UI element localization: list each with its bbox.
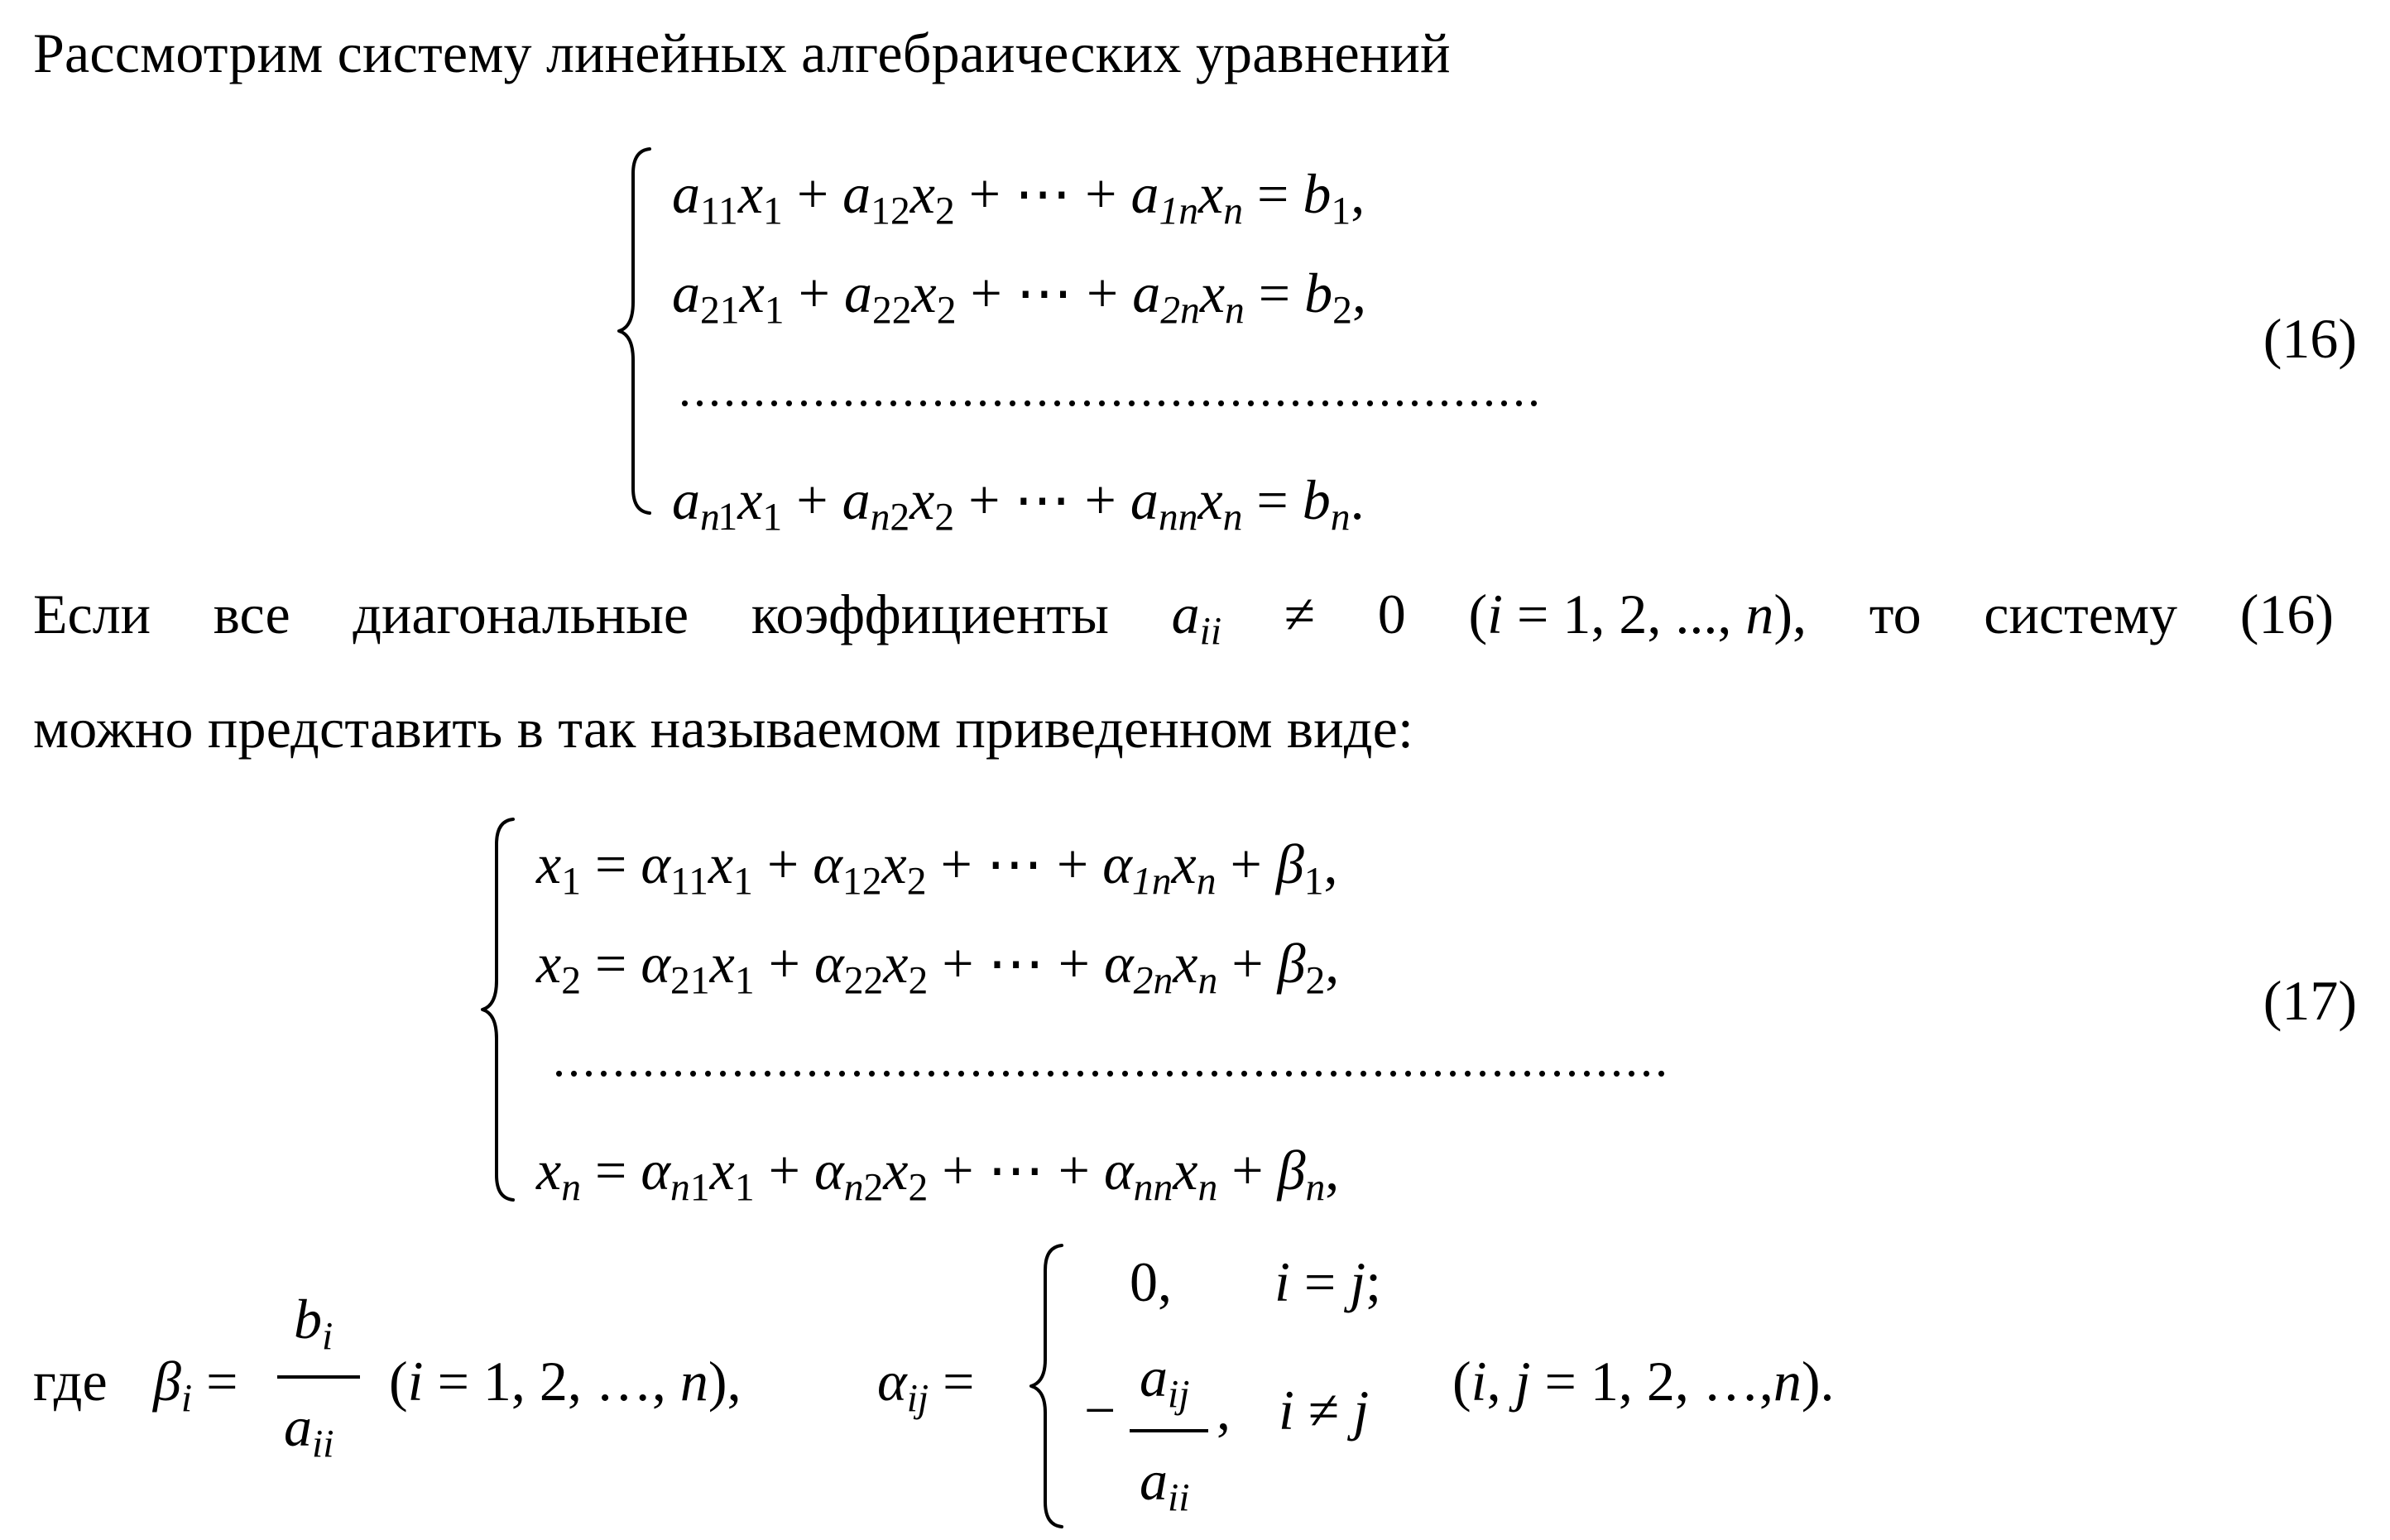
intro-text: Рассмотрим систему линейных алгебраических уравнений [33, 22, 1451, 84]
cases-brace [1025, 1237, 1074, 1535]
where-label: где [33, 1350, 108, 1413]
paragraph-line2: можно представить в так называемом приведенном виде: [33, 697, 1414, 760]
beta-condition: (i = 1, 2, …, n), [389, 1350, 741, 1413]
beta-numerator: $b_i$ [294, 1288, 334, 1359]
alpha-numerator: $a_{ij}$ [1140, 1346, 1190, 1417]
eq17-number: (17) [2263, 969, 2357, 1032]
case2-minus: − [1084, 1379, 1116, 1442]
alpha-condition: (i, j = 1, 2, …,n). [1452, 1350, 1835, 1413]
word-3: диагональные [353, 583, 689, 645]
word-to: то [1869, 583, 1922, 645]
eq16-row3: $a_{n1}x_1 + a_{n2}x_2$ + ⋯ + $a_{nn}x_n = b_n$. [672, 468, 1365, 540]
eq17-row1: $x_1 = \alpha_{11}x_1 + \alpha_{12}x_2$ + ⋯ + $\alpha_{1n}x_n + \beta_1$, [536, 832, 1338, 904]
beta-i: $\beta_i$ = [153, 1350, 238, 1421]
eq16-row2: $a_{21}x_1 + a_{22}x_2$ + ⋯ + $a_{2n}x_n = b_2$, [672, 261, 1366, 333]
alpha-fraction-line [1130, 1429, 1208, 1432]
left-brace-17 [476, 811, 526, 1208]
case1-value: 0, [1130, 1250, 1172, 1313]
eq16-number: (16) [2263, 307, 2357, 370]
case2-comma: , [1217, 1379, 1231, 1442]
word-4: коэффициенты [751, 583, 1109, 645]
zero-value: 0 [1377, 583, 1406, 645]
paragraph-line1 [33, 583, 2334, 654]
word-1: Если [33, 583, 151, 645]
eq17-dots: ........................................................................... [553, 1034, 1670, 1084]
eq16-dots: .......................................................... [679, 364, 1543, 414]
case1-condition: i = j; [1274, 1250, 1382, 1313]
eq16-row1: $a_{11}x_1 + a_{12}x_2$ + ⋯ + $a_{1n}x_n = b_1$, [672, 162, 1365, 233]
neq-symbol: ≠ [1284, 583, 1316, 645]
eq17-row3: $x_n = \alpha_{n1}x_1 + \alpha_{n2}x_2$ + ⋯ + $\alpha_{nn}x_n + \beta_n$, [536, 1139, 1340, 1210]
eq17-row2: $x_2 = \alpha_{21}x_1 + \alpha_{22}x_2$ + ⋯ + $\alpha_{2n}x_n + \beta_2$, [536, 932, 1340, 1003]
word-2: все [213, 583, 290, 645]
case2-condition: i ≠ j [1279, 1379, 1370, 1442]
beta-fraction-line [277, 1375, 360, 1379]
word-system: систему [1984, 583, 2177, 645]
left-brace-16 [612, 141, 662, 521]
alpha-ij: $\alpha_{ij}$ = [877, 1350, 975, 1421]
eq-ref-16: (16) [2239, 583, 2334, 645]
aii-symbol: $a_{ii}$ [1171, 583, 1222, 654]
index-condition: (i = 1, 2, ..., n), [1468, 583, 1807, 645]
alpha-denominator: $a_{ii}$ [1140, 1449, 1190, 1520]
beta-denominator: $a_{ii}$ [284, 1395, 334, 1466]
